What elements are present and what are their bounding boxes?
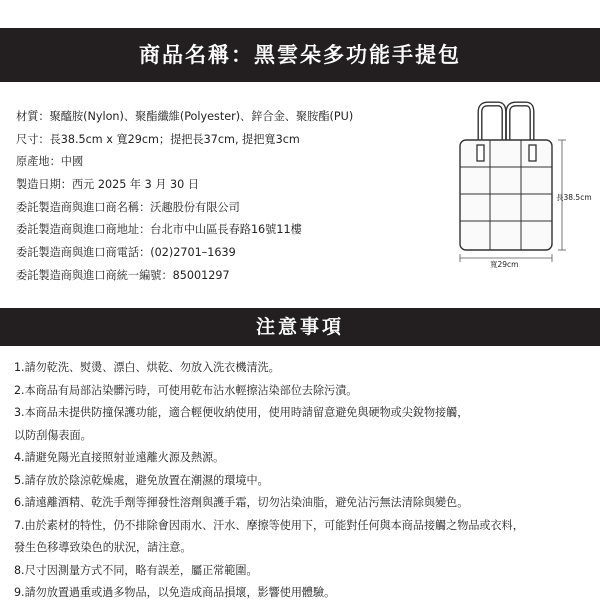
spec-material: 材質：聚醯胺(Nylon)、聚酯纖維(Polyester)、鋅合金、聚胺酯(PU) — [16, 110, 354, 123]
length-label: 長38.5cm — [556, 193, 592, 202]
note-item-continuation: 發生色移導致染色的狀況，請注意。 — [14, 541, 192, 554]
note-item: 7.由於素材的特性，仍不排除會因雨水、汗水、摩擦等使用下，可能對任何與本商品接觸之物品或衣料， — [14, 518, 524, 532]
notes-title: 注意事項 — [255, 316, 344, 338]
spec-list — [16, 106, 446, 288]
spec-origin: 原產地：中國 — [16, 155, 84, 169]
width-label: 寬29cm — [490, 260, 519, 269]
note-item: 8.尺寸因測量方式不同，略有誤差，屬正常範圍。 — [14, 563, 258, 577]
note-item: 6.請遠離酒精、乾洗手劑等揮發性溶劑與護手霜，切勿沾染油脂，避免沾污無法清除與變色。 — [14, 496, 469, 509]
page-title: 商品名稱：黑雲朵多功能手提包 — [139, 43, 461, 67]
spec-manufacture-date: 製造日期：西元 2025 年 3 月 30 日 — [16, 178, 200, 192]
bag-dimension-diagram — [440, 90, 600, 280]
note-item: 4.請避免陽光直接照射並遠離火源及熱源。 — [14, 451, 225, 464]
spec-company-phone: 委託製造商與進口商電話：(02)2701–1639 — [16, 246, 236, 260]
bag-illustration — [440, 90, 600, 280]
spec-company-tax-id: 委託製造商與進口商統一編號：85001297 — [16, 268, 230, 282]
page-title-banner — [0, 28, 600, 82]
notes-title-banner — [0, 308, 600, 346]
note-item: 9.請勿放置過重或過多物品，以免造成商品損壞，影響使用體驗。 — [14, 586, 336, 599]
bag-buckle-right — [529, 145, 536, 161]
spec-company-address: 委託製造商與進口商地址：台北市中山區長春路16號11樓 — [16, 223, 302, 237]
note-item-continuation: 以防刮傷表面。 — [14, 428, 92, 442]
notes-list — [14, 357, 594, 600]
note-item: 1.請勿乾洗、熨燙、漂白、烘乾、勿放入洗衣機清洗。 — [14, 361, 280, 374]
bag-buckle-left — [477, 145, 484, 161]
spec-size: 尺寸：長38.5cm x 寬29cm；提把長37cm, 提把寬3cm — [16, 132, 300, 146]
note-item: 3.本商品未提供防撞保護功能，適合輕便收納使用，使用時請留意避免與硬物或尖銳物接觸， — [14, 406, 469, 419]
note-item: 2.本商品有局部沾染髒污時，可使用乾布沾水輕擦沾染部位去除污漬。 — [14, 383, 358, 397]
spec-company-name: 委託製造商與進口商名稱：沃趣股份有限公司 — [16, 200, 240, 214]
bag-body — [460, 140, 552, 250]
note-item: 5.請存放於陰涼乾燥處，避免放置在潮濕的環境中。 — [14, 473, 269, 487]
